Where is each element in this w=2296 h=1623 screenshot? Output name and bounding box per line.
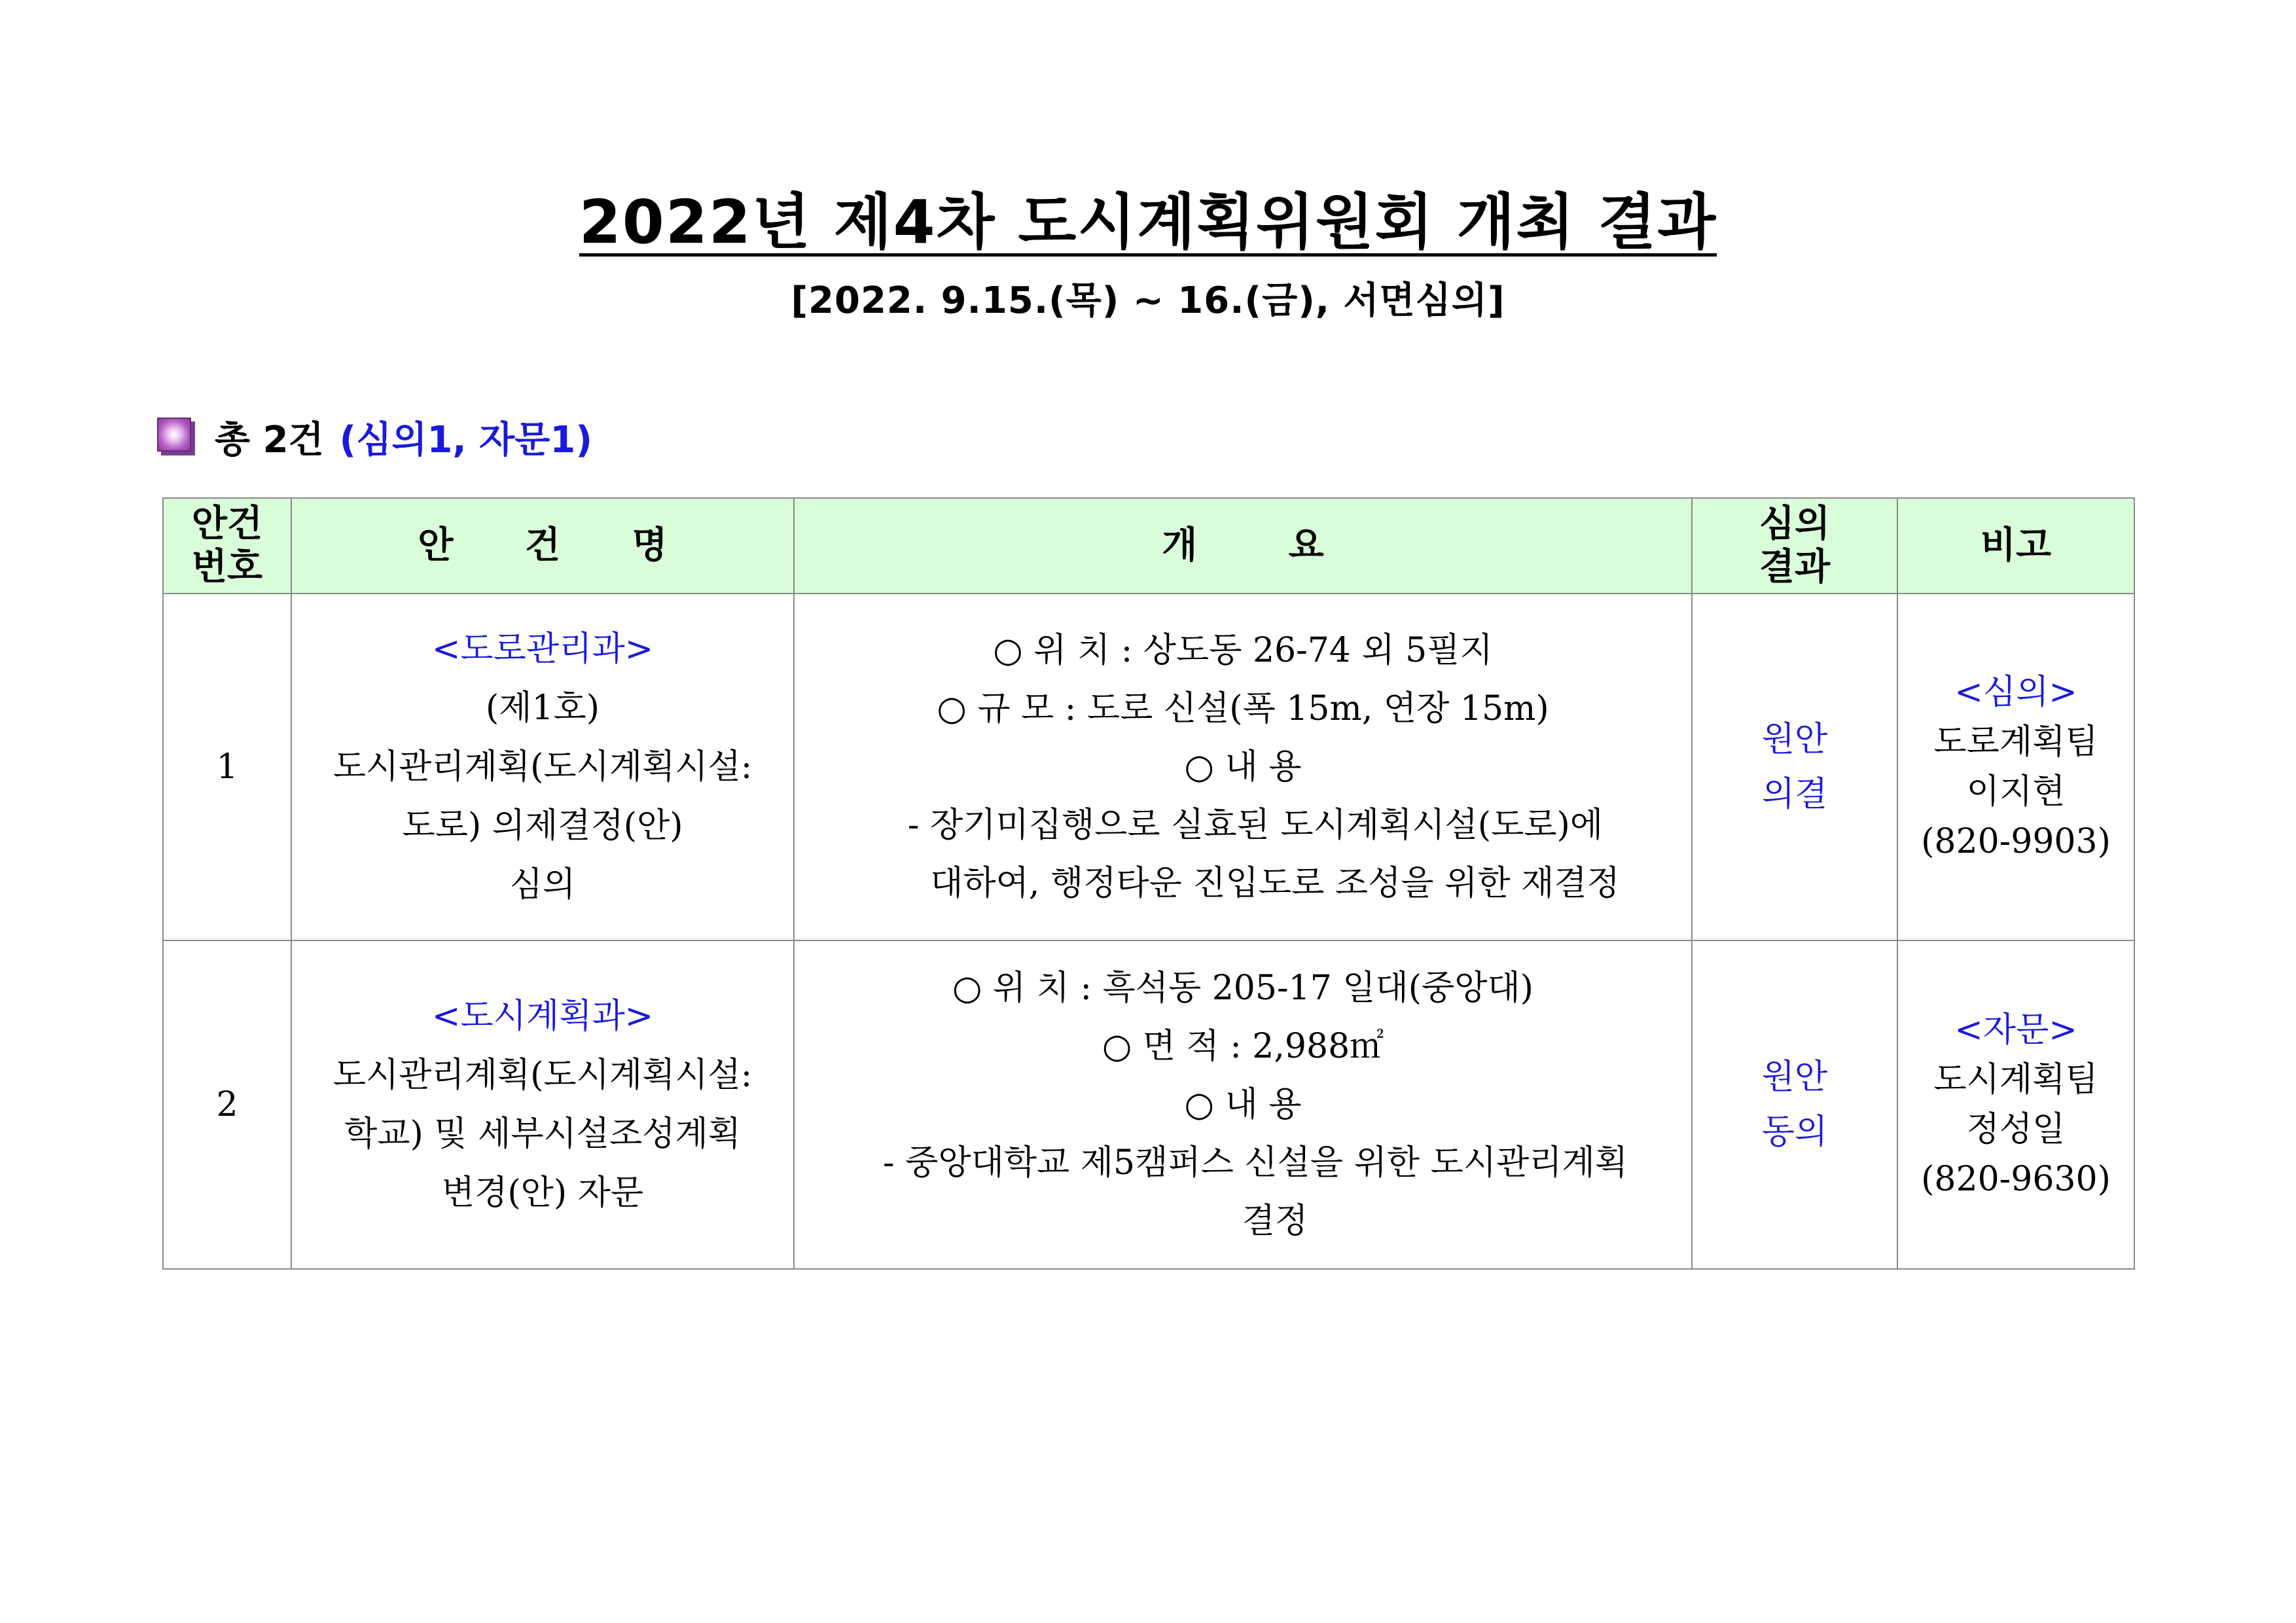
table-row: [163, 940, 2134, 1269]
overview-location: ○ 위 치 : 흑석동 205-17 일대(중앙대): [952, 968, 1534, 1008]
header-result-line1: 심의: [1759, 503, 1831, 545]
remarks-cell: [1897, 940, 2134, 1269]
table-header-row: [163, 498, 2134, 594]
table-row: [163, 594, 2134, 940]
remark-person: 이지현: [1966, 772, 2066, 812]
result-line2: 의결: [1761, 775, 1828, 814]
agenda-name-line: (제1호): [485, 688, 600, 728]
agenda-name-cell: [291, 594, 794, 940]
result-line2: 동의: [1761, 1113, 1828, 1152]
square-bullet-icon: [157, 418, 196, 457]
overview-content-line: 대하여, 행정타운 진입도로 조성을 위한 재결정: [930, 863, 1620, 903]
header-overview-text: 개 요: [1162, 524, 1324, 567]
agenda-table: [162, 497, 2135, 1270]
overview-content-label: ○ 내 용: [1184, 1084, 1302, 1124]
page-title-text: 2022년 제4차 도시계획위원회 개최 결과: [579, 187, 1717, 257]
agenda-name-line: 도시관리계획(도시계획시설:: [332, 747, 753, 787]
page-title: [0, 183, 2296, 262]
overview-content-line: - 장기미집행으로 실효된 도시계획시설(도로)에: [907, 805, 1604, 845]
result-cell: [1692, 940, 1897, 1269]
header-remarks: 비고: [1897, 498, 2134, 594]
remark-phone: (820-9630): [1921, 1160, 2111, 1199]
department-name: <도시계획과>: [431, 997, 654, 1036]
header-number-line1: 안건: [191, 503, 263, 545]
summary-total: 총 2건: [215, 419, 324, 461]
agenda-name-line: 변경(안) 자문: [441, 1173, 644, 1213]
overview-scale: ○ 규 모 : 도로 신설(폭 15m, 연장 15m): [937, 688, 1549, 728]
agenda-number: 2: [163, 940, 291, 1269]
header-result: [1692, 498, 1897, 594]
summary-detail: (심의1, 자문1): [339, 419, 592, 461]
result-cell: [1692, 594, 1897, 940]
agenda-name-line: 학교) 및 세부시설조성계획: [344, 1115, 741, 1154]
overview-cell: [794, 940, 1692, 1269]
agenda-name-cell: [291, 940, 794, 1269]
department-name: <도로관리과>: [431, 630, 654, 669]
overview-content-line: 결정: [1242, 1201, 1308, 1241]
agenda-name-line: 도시관리계획(도시계획시설:: [332, 1056, 753, 1095]
agenda-name-line: 도로) 의제결정(안): [402, 806, 683, 846]
header-overview: [794, 498, 1692, 594]
remark-phone: (820-9903): [1921, 822, 2111, 861]
overview-cell: [794, 594, 1692, 940]
header-result-line2: 결과: [1759, 546, 1831, 588]
remark-team: 도시계획팀: [1933, 1060, 2098, 1099]
agenda-name-line: 심의: [509, 865, 576, 904]
result-line1: 원안: [1761, 720, 1828, 759]
overview-area: ○ 면 적 : 2,988㎡: [1102, 1026, 1384, 1066]
header-agenda-name: 안 건 명: [291, 498, 794, 594]
result-line1: 원안: [1761, 1058, 1828, 1097]
remark-team: 도로계획팀: [1933, 722, 2098, 762]
header-number-line2: 번호: [191, 546, 263, 588]
header-agenda-number: [163, 498, 291, 594]
agenda-number: 1: [163, 594, 291, 940]
meeting-date-subtitle: [2022. 9.15.(목) ~ 16.(금), 서면심의]: [791, 279, 1505, 322]
overview-location: ○ 위 치 : 상도동 26-74 외 5필지: [993, 630, 1493, 670]
agenda-summary: [157, 411, 592, 463]
overview-content-line: - 중앙대학교 제5캠퍼스 신설을 위한 도시관리계획: [883, 1143, 1628, 1183]
remark-tag: <심의>: [1954, 673, 2077, 712]
overview-content-label: ○ 내 용: [1184, 747, 1302, 787]
remark-tag: <자문>: [1954, 1010, 2077, 1050]
remark-person: 정성일: [1966, 1110, 2066, 1149]
remarks-cell: [1897, 594, 2134, 940]
